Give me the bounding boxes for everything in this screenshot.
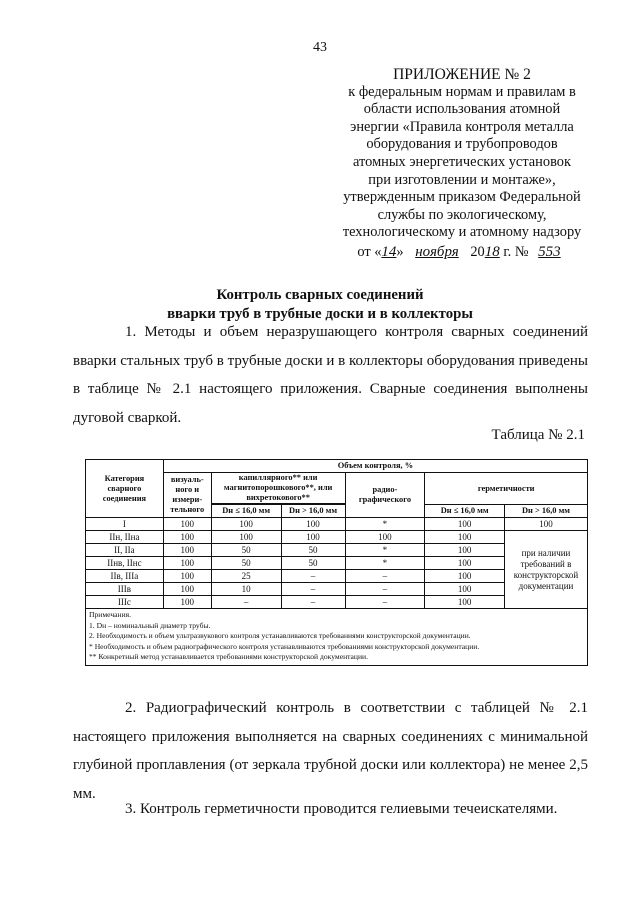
control-table bbox=[85, 459, 588, 666]
cell-category: IIн, IIнa bbox=[86, 531, 164, 544]
cell-cap-gt: 50 bbox=[281, 557, 345, 570]
cell-herm-le: 100 bbox=[425, 596, 505, 609]
appendix-line: области использования атомной bbox=[363, 101, 561, 118]
cell-visual: 100 bbox=[163, 544, 211, 557]
cell-cap-le: 10 bbox=[211, 583, 281, 596]
appendix-title: ПРИЛОЖЕНИЕ № 2 bbox=[393, 66, 531, 83]
cell-radio: * bbox=[345, 557, 425, 570]
th-category: Категория сварного соединения bbox=[86, 460, 164, 518]
page-number: 43 bbox=[313, 40, 327, 55]
order-number: 553 bbox=[538, 243, 561, 260]
appendix-date-line bbox=[318, 244, 606, 262]
th-herm-dn-gt: Dн > 16,0 мм bbox=[504, 505, 587, 518]
cell-cap-gt: – bbox=[281, 570, 345, 583]
cell-cap-gt: 50 bbox=[281, 544, 345, 557]
cell-cap-gt: 100 bbox=[281, 518, 345, 531]
cell-radio: – bbox=[345, 570, 425, 583]
table-caption: Таблица № 2.1 bbox=[491, 427, 585, 443]
th-hermetic: герметичности bbox=[425, 473, 588, 505]
cell-cap-gt: – bbox=[281, 596, 345, 609]
table-notes bbox=[86, 609, 588, 666]
cell-cap-le: 100 bbox=[211, 531, 281, 544]
cell-cap-gt: 100 bbox=[281, 531, 345, 544]
cell-radio: – bbox=[345, 583, 425, 596]
date-month: ноября bbox=[415, 243, 459, 260]
cell-visual: 100 bbox=[163, 596, 211, 609]
cell-herm-gt-merged: при наличии требований в конструкторской документации bbox=[504, 531, 587, 609]
cell-cap-le: 50 bbox=[211, 544, 281, 557]
paragraph-2: 2. Радиографический контроль в соответствии с таблицей № 2.1 настоящего приложения выполняется на сварных соединениях с минимальной глубиной проплавления (от зеркала трубной доски или коллектора) не менее 2,5 мм. bbox=[73, 700, 588, 802]
date-mid: » bbox=[396, 243, 408, 260]
cell-cap-gt: – bbox=[281, 583, 345, 596]
appendix-line: службы по экологическому, bbox=[377, 206, 547, 223]
paragraph-3: 3. Контроль герметичности проводится гелиевыми течеискателями. bbox=[125, 801, 558, 817]
table-row bbox=[86, 518, 588, 531]
date-prefix: от « bbox=[357, 243, 382, 260]
cell-category: IIнв, IIнс bbox=[86, 557, 164, 570]
cell-radio: * bbox=[345, 518, 425, 531]
date-year-prefix: 20 bbox=[466, 243, 485, 260]
appendix-line: атомных энергетических установок bbox=[353, 153, 571, 170]
date-day: 14 bbox=[381, 243, 397, 260]
th-visual: визуаль-ного и измери-тельного bbox=[163, 473, 211, 518]
appendix-line: энергии «Правила контроля металла bbox=[350, 118, 574, 135]
note-heading: Примечания. bbox=[89, 610, 132, 619]
appendix-line: утвержденным приказом Федеральной bbox=[343, 189, 581, 206]
cell-cap-le: 100 bbox=[211, 518, 281, 531]
section-title-line: вварки труб в трубные доски и в коллекторы bbox=[167, 306, 473, 322]
cell-herm-le: 100 bbox=[425, 544, 505, 557]
cell-radio: – bbox=[345, 596, 425, 609]
cell-visual: 100 bbox=[163, 557, 211, 570]
paragraph-1: 1. Методы и объем неразрушающего контроля сварных соединений вварки стальных труб в трубные доски и в коллекторы оборудования приведены в таблице № 2.1 настоящего приложения. Сварные соединения выполнены дуговой сваркой. bbox=[73, 324, 588, 426]
date-num-prefix: г. № bbox=[499, 243, 533, 260]
cell-herm-le: 100 bbox=[425, 570, 505, 583]
cell-herm-le: 100 bbox=[425, 518, 505, 531]
cell-category: IIв, IIIa bbox=[86, 570, 164, 583]
cell-herm-gt: 100 bbox=[504, 518, 587, 531]
appendix-line: при изготовлении и монтаже», bbox=[368, 171, 556, 188]
cell-herm-le: 100 bbox=[425, 583, 505, 596]
th-cap-dn-le: Dн ≤ 16,0 мм bbox=[211, 505, 281, 518]
cell-visual: 100 bbox=[163, 570, 211, 583]
section-title-line: Контроль сварных соединений bbox=[216, 287, 424, 303]
appendix-block bbox=[318, 66, 606, 262]
th-cap-dn-gt: Dн > 16,0 мм bbox=[281, 505, 345, 518]
cell-radio: * bbox=[345, 544, 425, 557]
cell-category: IIIc bbox=[86, 596, 164, 609]
note-item: * Необходимость и объем радиографического контроля устанавливаются требованиями конструкторской документации. bbox=[89, 641, 480, 651]
cell-cap-le: 25 bbox=[211, 570, 281, 583]
cell-category: II, IIa bbox=[86, 544, 164, 557]
th-radio: радио-графического bbox=[345, 473, 425, 518]
cell-visual: 100 bbox=[163, 518, 211, 531]
appendix-line: к федеральным нормам и правилам в bbox=[348, 83, 576, 100]
note-item: 2. Необходимость и объем ультразвукового контроля устанавливаются требованиями конструкторской документации. bbox=[89, 631, 471, 640]
note-item: ** Конкретный метод устанавливается требованиями конструкторской документации. bbox=[89, 652, 369, 661]
note-item: 1. Dн – номинальный диаметр трубы. bbox=[89, 620, 211, 630]
cell-herm-le: 100 bbox=[425, 531, 505, 544]
th-capillary: капиллярного** или магнитопорошкового**, или вихретокового** bbox=[211, 473, 345, 504]
cell-category: I bbox=[86, 518, 164, 531]
table-row bbox=[86, 531, 588, 544]
cell-visual: 100 bbox=[163, 583, 211, 596]
cell-category: IIIв bbox=[86, 583, 164, 596]
th-herm-dn-le: Dн ≤ 16,0 мм bbox=[425, 505, 505, 518]
appendix-line: оборудования и трубопроводов bbox=[366, 136, 558, 153]
appendix-line: технологическому и атомному надзору bbox=[342, 224, 582, 241]
cell-cap-le: 50 bbox=[211, 557, 281, 570]
date-year-suffix: 18 bbox=[484, 243, 500, 260]
th-scope: Объем контроля, % bbox=[163, 460, 587, 473]
cell-visual: 100 bbox=[163, 531, 211, 544]
cell-cap-le: – bbox=[211, 596, 281, 609]
cell-herm-le: 100 bbox=[425, 557, 505, 570]
cell-radio: 100 bbox=[345, 531, 425, 544]
